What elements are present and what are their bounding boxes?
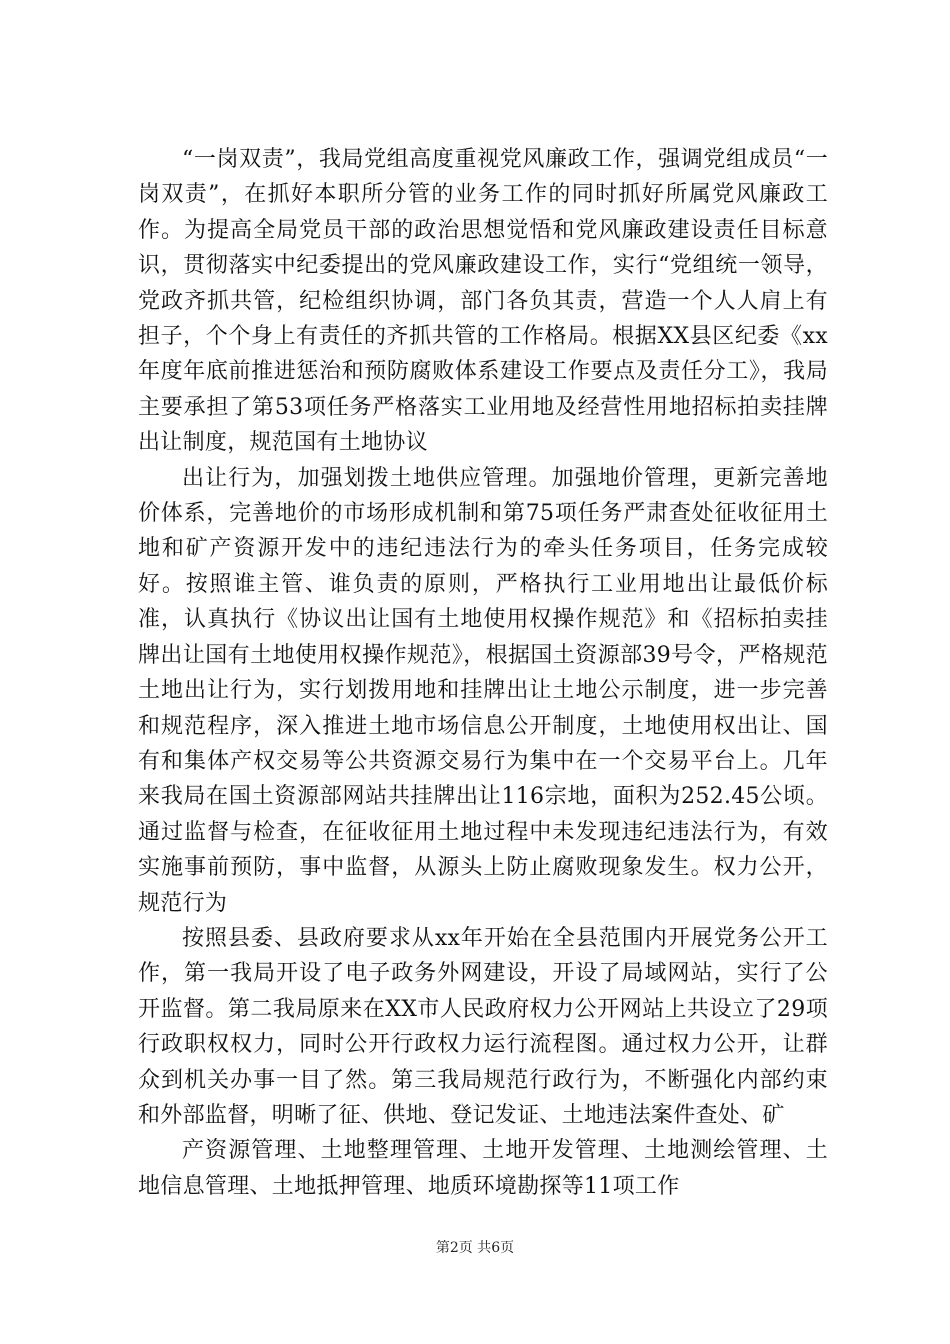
- paragraph-2: 出让行为，加强划拨土地供应管理。加强地价管理，更新完善地价体系，完善地价的市场形成机制和第75项任务严肃查处征收征用土地和矿产资源开发中的违纪违法行为的牵头任务项目，任务完成较好。按照谁主管、谁负责的原则，严格执行工业用地出让最低价标准，认真执行《协议出让国有土地使用权操作规范》和《招标拍卖挂牌出让国有土地使用权操作规范》，根据国土资源部39号令，严格规范土地出让行为，实行划拨用地和挂牌出让土地公示制度，进一步完善和规范程序，深入推进土地市场信息公开制度，土地使用权出让、国有和集体产权交易等公共资源交易行为集中在一个交易平台上。几年来我局在国土资源部网站共挂牌出让116宗地，面积为252.45公顷。通过监督与检查，在征收征用土地过程中未发现违纪违法行为，有效实施事前预防，事中监督，从源头上防止腐败现象发生。权力公开，规范行为: [138, 465, 828, 916]
- page-number-label: 第2页 共6页: [435, 1240, 515, 1256]
- document-body: [138, 142, 828, 1204]
- paragraph-3: 按照县委、县政府要求从xx年开始在全县范围内开展党务公开工作，第一我局开设了电子政务外网建设，开设了局域网站，实行了公开监督。第二我局原来在XX市人民政府权力公开网站上共设立了29项行政职权权力，同时公开行政权力运行流程图。通过权力公开，让群众到机关办事一目了然。第三我局规范行政行为，不断强化内部约束和外部监督，明晰了征、供地、登记发证、土地违法案件查处、矿: [138, 925, 828, 1128]
- page-footer: [0, 1238, 950, 1258]
- paragraph-4: 产资源管理、土地整理管理、土地开发管理、土地测绘管理、土地信息管理、土地抵押管理、地质环境勘探等11项工作: [138, 1138, 828, 1199]
- paragraph-1: “一岗双责”，我局党组高度重视党风廉政工作，强调党组成员“一岗双责”，在抓好本职所分管的业务工作的同时抓好所属党风廉政工作。为提高全局党员干部的政治思想觉悟和党风廉政建设责任目标意识，贯彻落实中纪委提出的党风廉政建设工作，实行“党组统一领导，党政齐抓共管，纪检组织协调，部门各负其责，营造一个人人肩上有担子，个个身上有责任的齐抓共管的工作格局。根据XX县区纪委《xx年度年底前推进惩治和预防腐败体系建设工作要点及责任分工》，我局主要承担了第53项任务严格落实工业用地及经营性用地招标拍卖挂牌出让制度，规范国有土地协议: [138, 147, 828, 456]
